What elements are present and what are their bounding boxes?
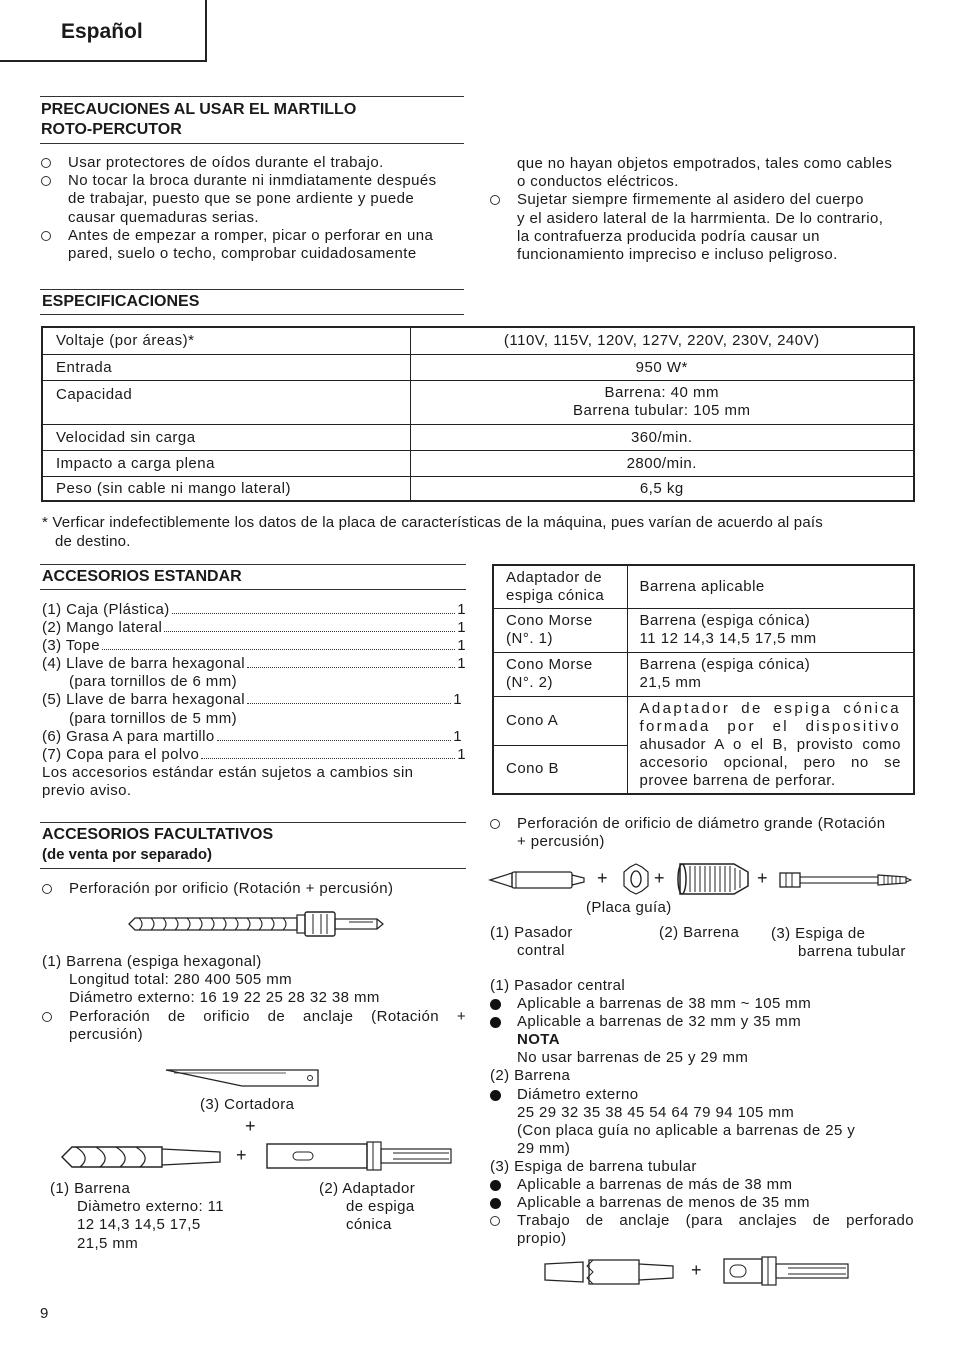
divider [40,143,464,144]
guide-plate-icon [622,862,650,896]
plus-sign: + [654,868,665,888]
large-bore-item: Perforación de orificio de diámetro grande (Rotación + percusión) [490,815,914,851]
specs-title: ESPECIFICACIONES [42,293,200,310]
spec-value: 2800/min. [410,450,914,476]
table-cell: Barrena (espiga cónica) 21,5 mm [627,652,914,696]
circle-bullet-icon [490,819,500,829]
table-row [42,450,914,476]
precaution-item: Sujetar siempre firmemente al asidero del cuerpo y el asidero lateral de la harrmienta. De lo contrario, la contrafuerza producida podría causar un funcionamiento impreciso e incluso peligroso. [490,191,914,264]
table-row [493,652,914,696]
table-cell: Cono Morse (N°. 1) [493,608,627,652]
large-bore-details: (1) Pasador central Aplicable a barrenas de 38 mm ~ 105 mm Aplicable a barrenas de 32 mm y 35 mm NOTA No usar barrenas de 25 y 29 mm (2) Barrena Diámetro externo 25 29 32 35 38 45 54 64 79 94 105 mm (Con placa guía no aplicable a barrenas de 25 y 29 mm) (3) Espiga de barrena tubular Aplicable a barrenas de más de 38 mm Aplicable a barrenas de menos de 35 mm Trabajo de anclaje (para anclajes de perforado propio) [490,977,914,1248]
plus-sign: + [757,868,768,888]
list-item: (7) Copa para el polvo 1 [42,745,466,763]
cutter-label: (3) Cortadora [200,1096,295,1113]
divider [40,564,466,565]
table-cell: Adaptador de espiga cónica formada por el dispositivo ahusador A o el B, provisto como accesorio opcional, pero no se provee barrena de perforar. [627,696,914,794]
spec-label: Voltaje (por áreas)* [42,327,410,354]
table-row [42,327,914,354]
core-bit-label: (2) Barrena [659,924,740,941]
hex-bit-description: (1) Barrena (espiga hexagonal) Longitud total: 280 400 505 mm Diámetro externo: 16 19 22 25 28 32 38 mm [42,953,380,1007]
spec-label: Entrada [42,354,410,380]
circle-bullet-icon [42,884,52,894]
list-item: (2) Mango lateral 1 [42,619,466,637]
precaution-item: No tocar la broca durante ni inmdiatamente después de trabajar, puesto que se pone ardiente y puede causar quemaduras serias. [41,172,464,227]
guide-plate-label: (Placa guía) [586,899,672,916]
list-item: (3) Tope 1 [42,637,466,655]
circle-bullet-icon [41,176,51,186]
precaution-item-continued: que no hayan objetos empotrados, tales como cables o conductos eléctricos. [517,155,893,191]
divider [40,822,466,823]
spec-value: 6,5 kg [410,476,914,501]
center-pin-label: (1) Pasador contral [490,924,573,960]
filled-bullet-icon [490,1017,501,1028]
language-label: Español [61,20,143,43]
plus-sign: + [597,868,608,888]
adapter-description: (2) Adaptador de espiga cónica [319,1180,416,1234]
spec-label: Velocidad sin carga [42,424,410,450]
optional-item: Perforación por orificio (Rotación + percusión) [42,880,393,898]
page-number: 9 [40,1305,49,1322]
table-row [493,608,914,652]
standard-accessories-title: ACCESORIOS ESTANDAR [42,568,242,585]
table-header: Barrena aplicable [627,565,914,608]
hex-shank-drill-bit-icon [127,910,387,938]
filled-bullet-icon [490,1180,501,1191]
spec-label: Capacidad [42,380,410,424]
optional-item: Perforación de orificio de anclaje (Rotación + percusión) [42,1008,466,1044]
adapter-table [492,564,915,795]
table-row [42,354,914,380]
note-line: Los accesorios estándar están sujetos a cambios sin [42,763,414,781]
core-bit-shank-icon [778,870,914,890]
optional-accessories-title: ACCESORIOS FACULTATIVOS (de venta por separado) [42,826,274,863]
spec-label: Peso (sin cable ni mango lateral) [42,476,410,501]
divider [40,314,464,315]
list-item: (1) Caja (Plástica) 1 [42,601,466,618]
filled-bullet-icon [490,1090,501,1101]
table-cell: Cono Morse (N°. 2) [493,652,627,696]
spec-value: 360/min. [410,424,914,450]
table-row [493,696,914,745]
taper-bit-description: (1) Barrena Diàmetro externo: 11 12 14,3 14,5 17,5 21,5 mm [50,1180,224,1252]
spec-label: Impacto a carga plena [42,450,410,476]
divider [40,868,466,869]
divider [40,589,466,590]
spec-value: (110V, 115V, 120V, 127V, 220V, 230V, 240V) [410,327,914,354]
precaution-item: Usar protectores de oídos durante el trabajo. [41,154,464,172]
table-cell: Cono A [493,696,627,745]
core-bit-icon [676,860,752,898]
table-cell: Cono B [493,745,627,794]
filled-bullet-icon [490,999,501,1010]
divider [40,289,464,290]
plus-sign: + [691,1260,702,1280]
circle-bullet-icon [490,1216,500,1226]
list-item-note: (para tornillos de 5 mm) [69,709,237,727]
center-pin-icon [490,869,590,891]
precautions-title: PRECAUCIONES AL USAR EL MARTILLO ROTO-PERCUTOR [41,101,357,138]
core-bit-shank-label: (3) Espiga de barrena tubular [771,925,906,961]
language-tab [0,0,207,62]
table-row [42,476,914,501]
precautions-list-right [490,155,914,264]
note-line: previo aviso. [42,781,132,799]
taper-drill-bit-icon [62,1143,222,1171]
table-cell: Barrena (espiga cónica) 11 12 14,3 14,5 17,5 mm [627,608,914,652]
specs-table [41,326,915,502]
specs-footnote: * Verficar indefectiblemente los datos de la placa de características de la máquina, pues varían de acuerdo al país de destino. [42,514,823,550]
list-item: (6) Grasa A para martillo 1 [42,727,462,745]
plus-sign: + [236,1145,247,1165]
divider [40,96,464,97]
plus-sign: + [245,1116,256,1136]
filled-bullet-icon [490,1198,501,1209]
taper-shank-adapter-icon [265,1141,455,1171]
standard-accessories-list [42,601,466,800]
circle-bullet-icon [42,1012,52,1022]
table-row [42,380,914,424]
list-item-note: (para tornillos de 6 mm) [69,673,237,691]
self-drill-anchor-icon [543,1256,683,1288]
precautions-list-left [41,154,464,263]
cutter-icon [166,1066,322,1090]
circle-bullet-icon [490,195,500,205]
circle-bullet-icon [41,158,51,168]
circle-bullet-icon [41,231,51,241]
anchor-setting-adapter-icon [722,1255,852,1287]
list-item: (5) Llave de barra hexagonal 1 [42,691,462,709]
list-item: (4) Llave de barra hexagonal 1 [42,655,466,673]
table-row [42,424,914,450]
precaution-item: Antes de empezar a romper, picar o perforar en una pared, suelo o techo, comprobar cuidadosamente [41,227,464,263]
spec-value: Barrena: 40 mm Barrena tubular: 105 mm [410,380,914,424]
table-header: Adaptador de espiga cónica [493,565,627,608]
table-row [493,565,914,608]
spec-value: 950 W* [410,354,914,380]
